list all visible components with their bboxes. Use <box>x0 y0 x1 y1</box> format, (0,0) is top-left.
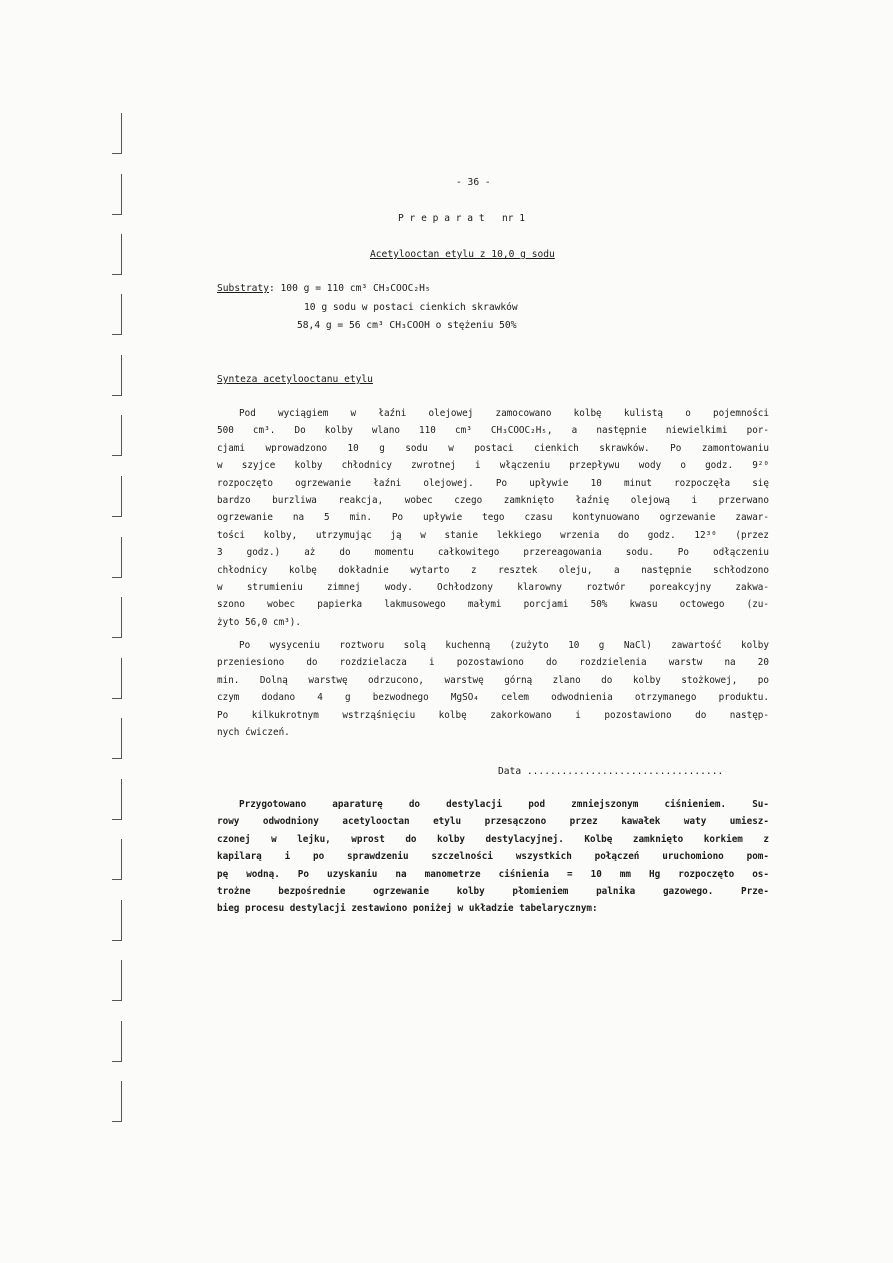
text-line: Pod wyciągiem w łaźni olejowej zamocowano kolbę kulistą o pojemności <box>239 408 769 419</box>
page-number: - 36 - <box>456 177 491 188</box>
text-line: bardzo burzliwa reakcja, wobec czego zamknięto łaźnię olejową i przerwano <box>217 495 769 507</box>
text-line: rowy odwodniony acetylooctan etylu przesączono przez kawałek waty umiesz- <box>217 816 769 828</box>
preparation-subtitle: Acetylooctan etylu z 10,0 g sodu <box>370 249 555 260</box>
text-line: czonej w lejku, wprost do kolby destylacyjnej. Kolbę zamknięto korkiem z <box>217 833 769 845</box>
substrates-label: Substraty <box>217 283 269 294</box>
binder-mark <box>112 415 122 456</box>
binder-mark <box>112 597 122 638</box>
text-line: Przygotowano aparaturę do destylacji pod zmniejszonym ciśnieniem. Su- <box>239 799 769 810</box>
substrate-line-2: 10 g sodu w postaci cienkich skrawków <box>304 302 518 313</box>
text-line: w szyjce kolby chłodnicy zwrotnej i włączeniu przepływu wody o godz. 9²⁰ <box>217 460 769 472</box>
binder-mark <box>112 900 122 941</box>
binder-mark <box>112 355 122 396</box>
paragraph-reaction <box>217 405 769 631</box>
binder-mark <box>112 537 122 578</box>
text-line: szono wobec papierka lakmusowego małymi porcjami 50% kwasu octowego (zu- <box>217 599 769 611</box>
binder-mark <box>112 718 122 759</box>
text-line: pę wodną. Po uzyskaniu na manometrze ciśnienia = 10 mm Hg rozpoczęto os- <box>217 868 769 880</box>
date-line: Data .................................. <box>498 766 724 777</box>
preparation-title: P r e p a r a t nr 1 <box>398 213 526 224</box>
text-line: cjami wprowadzono 10 g sodu w postaci cienkich skrawków. Po zamontowaniu <box>217 442 769 454</box>
substrate-line-3: 58,4 g = 56 cm³ CH₃COOH o stężeniu 50% <box>297 320 517 331</box>
text-line: Po wysyceniu roztworu solą kuchenną (zużyto 10 g NaCl) zawartość kolby <box>239 640 769 651</box>
text-line: w strumieniu zimnej wody. Ochłodzony klarowny roztwór poreakcyjny zakwa- <box>217 582 769 594</box>
binder-mark <box>112 294 122 335</box>
text-line: chłodnicy kolbę dokładnie wytarto z resztek oleju, a następnie schłodzono <box>217 564 769 576</box>
text-line: 500 cm³. Do kolby wlano 110 cm³ CH₃COOC₂H₅, a następnie niewielkimi por- <box>217 425 769 437</box>
paragraph-workup <box>217 637 769 741</box>
paragraph-distillation <box>217 796 769 918</box>
binder-mark <box>112 779 122 820</box>
binder-mark <box>112 1021 122 1062</box>
text-line: przeniesiono do rozdzielacza i pozostawiono do rozdzielenia warstw na 20 <box>217 657 769 669</box>
binder-mark <box>112 113 122 154</box>
binder-mark <box>112 658 122 699</box>
substrate-line-1: : 100 g = 110 cm³ CH₃COOC₂H₅ <box>268 283 431 294</box>
text-line: czym dodano 4 g bezwodnego MgSO₄ celem odwodnienia otrzymanego produktu. <box>217 692 769 704</box>
binder-mark <box>112 174 122 215</box>
binder-mark <box>112 476 122 517</box>
section-heading: Synteza acetylooctanu etylu <box>217 374 373 385</box>
text-line: tości kolby, utrzymując ją w stanie lekkiego wrzenia do godz. 12³⁰ (przez <box>217 529 769 541</box>
text-line: kapilarą i po sprawdzeniu szczelności wszystkich połączeń uruchomiono pom- <box>217 851 769 863</box>
binder-mark <box>112 839 122 880</box>
text-line: żyto 56,0 cm³). <box>217 616 301 628</box>
text-line: min. Dolną warstwę odrzucono, warstwę górną zlano do kolby stożkowej, po <box>217 674 769 686</box>
substrates-block <box>217 280 431 297</box>
binder-mark <box>112 1081 122 1122</box>
text-line: 3 godz.) aż do momentu całkowitego przereagowania sodu. Po odłączeniu <box>217 547 769 559</box>
binder-margin <box>112 0 132 1263</box>
text-line: bieg procesu destylacji zestawiono poniżej w układzie tabelarycznym: <box>217 903 598 915</box>
text-line: rozpoczęto ogrzewanie łaźni olejowej. Po upływie 10 minut rozpoczęła się <box>217 477 769 489</box>
text-line: ogrzewanie na 5 min. Po upływie tego czasu kontynuowano ogrzewanie zawar- <box>217 512 769 524</box>
text-line: trożne bezpośrednie ogrzewanie kolby płomieniem palnika gazowego. Prze- <box>217 886 769 898</box>
text-line: Po kilkukrotnym wstrząśnięciu kolbę zakorkowano i pozostawiono do następ- <box>217 709 769 721</box>
text-line: nych ćwiczeń. <box>217 727 290 739</box>
binder-mark <box>112 234 122 275</box>
binder-mark <box>112 960 122 1001</box>
